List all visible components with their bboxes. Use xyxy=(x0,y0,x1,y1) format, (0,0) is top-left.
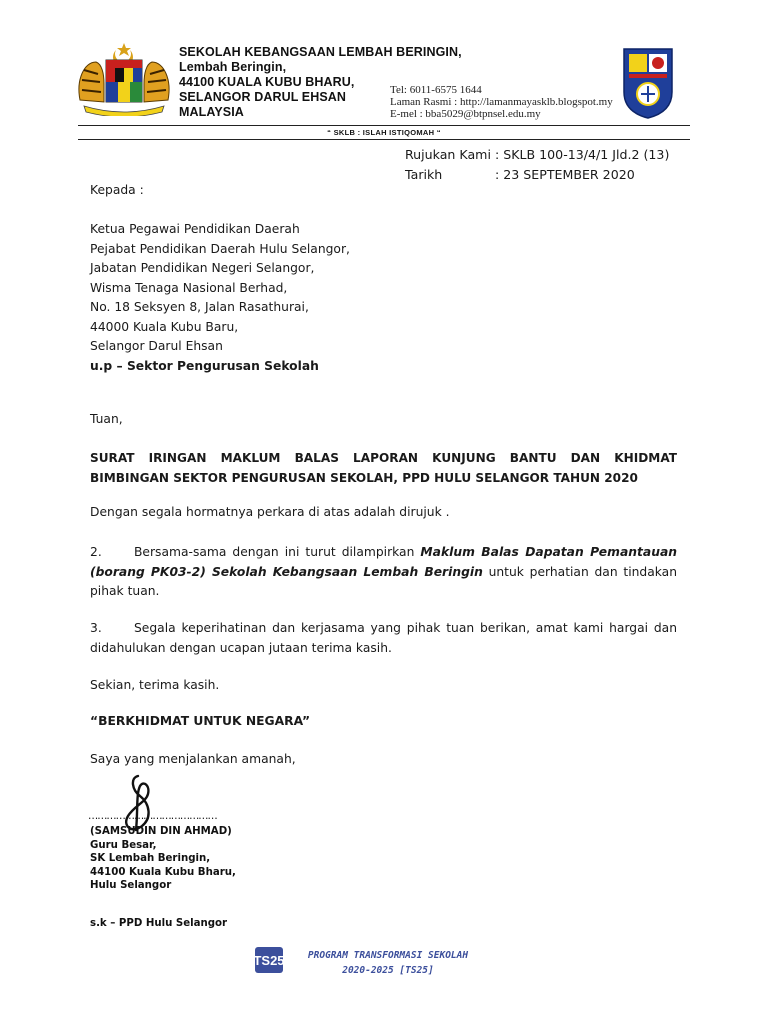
svg-text:TS25: TS25 xyxy=(254,953,284,968)
trust-line: Saya yang menjalankan amanah, xyxy=(90,752,296,766)
to-label: Kepada : xyxy=(90,183,144,197)
cc-line: s.k – PPD Hulu Selangor xyxy=(90,918,228,929)
recipient-line: Selangor Darul Ehsan xyxy=(90,339,223,353)
salutation: Tuan, xyxy=(90,412,123,426)
recipient-line: Pejabat Pendidikan Daerah Hulu Selangor, xyxy=(90,241,350,256)
closing-remark: Sekian, terima kasih. xyxy=(90,678,220,692)
signatory-line: Hulu Selangor xyxy=(90,880,172,891)
recipient-line: No. 18 Seksyen 8, Jalan Rasathurai, xyxy=(90,300,309,314)
footer-program-period: 2020-2025 [TS25] xyxy=(342,965,434,976)
date-label: Tarikh xyxy=(405,167,443,182)
address-line: MALAYSIA xyxy=(179,105,244,119)
school-name: SEKOLAH KEBANGSAAN LEMBAH BERINGIN, xyxy=(179,45,462,59)
attention-line: u.p – Sektor Pengurusan Sekolah xyxy=(90,358,319,373)
letter-date: : 23 SEPTEMBER 2020 xyxy=(495,167,635,182)
reference-label: Rujukan Kami xyxy=(405,147,491,162)
letterhead-divider-bottom xyxy=(78,139,690,140)
ts25-logo-icon xyxy=(254,945,284,975)
signatory-line: 44100 Kuala Kubu Bharu, xyxy=(90,866,236,878)
email-link[interactable]: E-mel : bba5029@btpnsel.edu.my xyxy=(390,108,541,120)
recipient-line: 44000 Kuala Kubu Baru, xyxy=(90,319,239,334)
website-link[interactable]: Laman Rasmi : http://lamanmayasklb.blogspot.my xyxy=(390,96,613,108)
recipient-line: Jabatan Pendidikan Negeri Selangor, xyxy=(90,261,315,275)
attachment-title: Maklum Balas Dapatan Pemantauan (borang PK03-2) Sekolah Kebangsaan Lembah Beringin xyxy=(90,545,678,579)
telephone: Tel: 6011-6575 1644 xyxy=(390,84,482,96)
signatory-name: (SAMSUDIN DIN AHMAD) xyxy=(90,826,232,837)
paragraph-1: Dengan segala hormatnya perkara di atas adalah dirujuk . xyxy=(90,505,450,519)
paragraph-2-number: 2. xyxy=(90,545,102,559)
letterhead-divider-top xyxy=(78,125,690,126)
signature-dots: …………………………………… xyxy=(88,811,217,822)
recipient-line: Ketua Pegawai Pendidikan Daerah xyxy=(90,222,300,236)
school-motto: “ SKLB : ISLAH ISTIQOMAH “ xyxy=(327,128,441,137)
paragraph-3-number: 3. xyxy=(90,621,102,635)
slogan: “BERKHIDMAT UNTUK NEGARA” xyxy=(90,714,311,728)
address-line: Lembah Beringin, xyxy=(179,60,287,74)
signatory-line: SK Lembah Beringin, xyxy=(90,853,211,864)
school-badge-icon xyxy=(621,46,675,120)
paragraph-2: 2. Bersama-sama dengan ini turut dilampirkan Maklum Balas Dapatan Pemantauan (borang PK03-2) Sekolah Kebangsaan Lembah Beringin untuk perhatian dan tindakan pihak tuan. xyxy=(90,545,678,598)
address-line: SELANGOR DARUL EHSAN xyxy=(179,90,347,104)
paragraph-3: 3. Segala keperihatinan dan kerjasama yang pihak tuan berikan, amat kami hargai dan didahulukan dengan ucapan jutaan terima kasih. xyxy=(90,621,677,655)
malaysia-crest-icon xyxy=(74,40,174,116)
footer-program-title: PROGRAM TRANSFORMASI SEKOLAH xyxy=(307,950,469,961)
signatory-title: Guru Besar, xyxy=(90,839,157,851)
reference-number: : SKLB 100-13/4/1 Jld.2 (13) xyxy=(495,147,670,162)
recipient-line: Wisma Tenaga Nasional Berhad, xyxy=(90,280,288,295)
address-line: 44100 KUALA KUBU BHARU, xyxy=(179,75,355,89)
subject-line: SURAT IRINGAN MAKLUM BALAS LAPORAN KUNJUNG BANTU DAN KHIDMAT BIMBINGAN SEKTOR PENGURUSAN SEKOLAH, PPD HULU SELANGOR TAHUN 2020 xyxy=(90,451,677,485)
